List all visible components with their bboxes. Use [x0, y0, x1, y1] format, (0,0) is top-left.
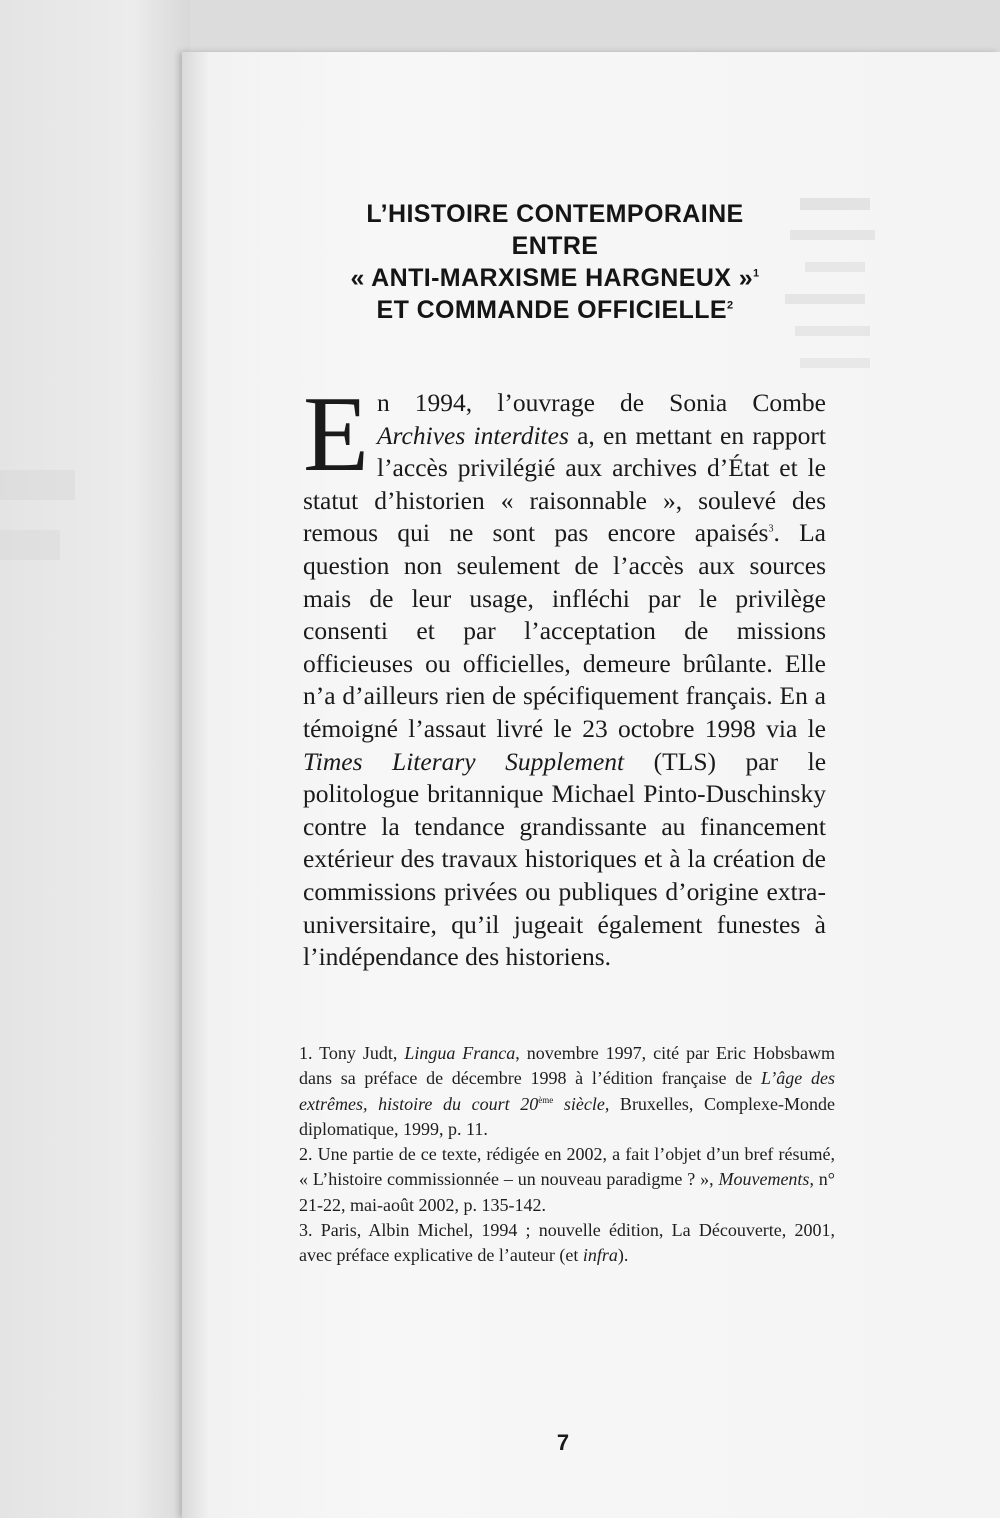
previous-page [0, 0, 190, 1518]
footnote-1-text-c: , Bruxelles, Complexe-Monde diplomatique, 1999, p. 11. [299, 1093, 836, 1139]
body-paragraph [303, 375, 827, 974]
title-line-3: « ANTI-MARXISME HARGNEUX » [350, 264, 754, 292]
footnote-2-text-a: 2. Une partie de ce texte, rédigée en 2002, a fait l’objet d’un bref résumé, « L’histoire commissionnée – un nouveau paradigme ? », [299, 1144, 835, 1190]
footnote-3-text-a: 3. Paris, Albin Michel, 1994 ; nouvelle édition, La Découverte, 2001, avec préface explicative de l’auteur (et [299, 1220, 835, 1266]
footnote-1-italic-b: L’âge des extrêmes, histoire du court 20 [299, 1068, 835, 1114]
footnote-3-text-b: ). [617, 1245, 629, 1266]
body-footnote-ref-3[interactable]: 3 [768, 523, 774, 535]
title-line-1: L’HISTOIRE CONTEMPORAINE [366, 200, 744, 228]
footnote-3 [299, 1218, 835, 1269]
footnote-2-italic: Mouvements [718, 1169, 810, 1190]
footnote-1-italic-a: Lingua Franca [404, 1043, 516, 1063]
footnote-1-italic-c: siècle [553, 1093, 605, 1114]
body-text-segment-4: (TLS) par le politologue britannique Michael Pinto-Duschinsky contre la tendance grandissante au financement extérieur des travaux historiques et à la création de commissions privées ou publiques d’origine extra-universitaire, qu’il jugeait également funestes à l’indépendance des historiens. [303, 746, 827, 972]
chapter-title [290, 198, 820, 326]
body-book-title: Archives interdites [376, 420, 569, 450]
footnotes [299, 1041, 835, 1269]
footnote-1-text-b: , novembre 1997, cité par Eric Hobsbawm dans sa préface de décembre 1998 à l’édition française de [299, 1043, 835, 1089]
footnote-2 [299, 1142, 835, 1218]
title-footnote-ref-1[interactable]: 1 [753, 267, 760, 280]
body-text-segment-2: a, en mettant en rapport l’accès privilégié aux archives d’État et le statut d’historien « raisonnable », soulevé des remous qui ne sont pas encore apaisés [303, 420, 826, 548]
body-text-segment-1: n 1994, l’ouvrage de Sonia Combe [376, 388, 826, 417]
footnote-1-text-a: 1. Tony Judt, [299, 1043, 405, 1063]
footnote-1-superscript: ème [538, 1094, 554, 1105]
title-footnote-ref-2[interactable]: 2 [726, 299, 734, 312]
body-text-segment-3: . La question non seulement de l’accès aux sources mais de leur usage, infléchi par le privilège consenti et par l’acceptation de missions officieuses ou officielles, demeure brûlante. Elle n’a d’ailleurs rien de spécifiquement français. En a témoigné l’assaut livré le 23 octobre 1998 via le [303, 518, 826, 743]
title-line-2: ENTRE [511, 232, 599, 260]
title-line-4: ET COMMANDE OFFICIELLE [376, 296, 727, 324]
footnote-1 [299, 1041, 835, 1142]
footnote-2-text-b: , n° 21-22, mai-août 2002, p. 135-142. [299, 1169, 835, 1215]
footnote-3-italic: infra [582, 1245, 618, 1266]
drop-cap: E [303, 375, 369, 494]
body-journal-title: Times Literary Supplement [303, 746, 625, 776]
page-number: 7 [556, 1430, 570, 1455]
